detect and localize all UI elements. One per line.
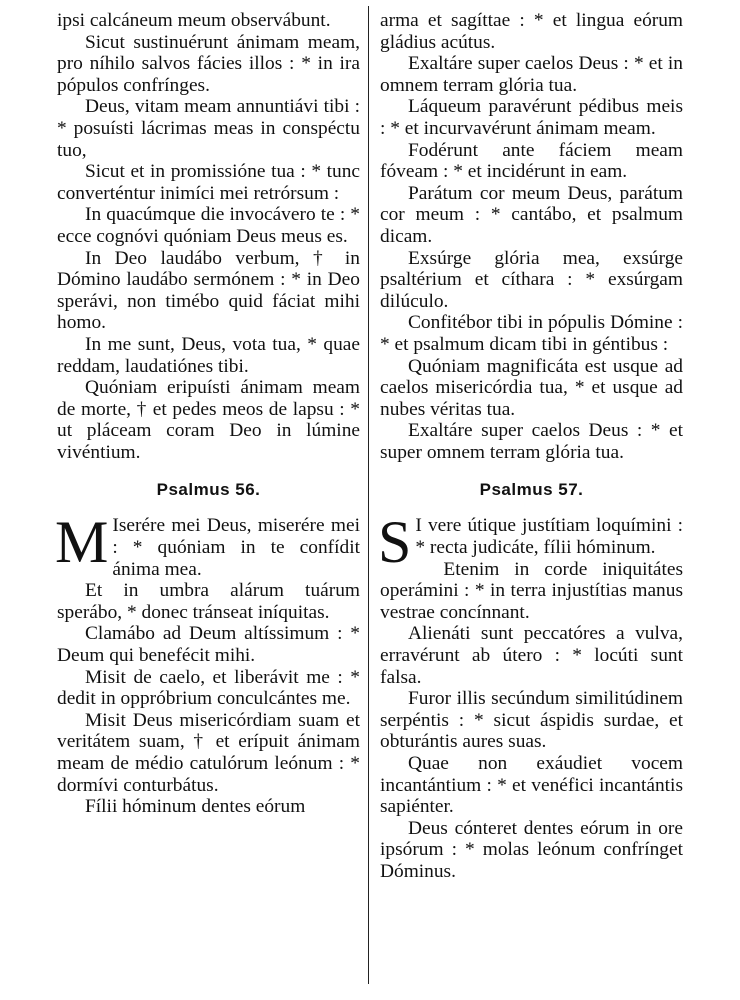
psalm-55-verses bbox=[57, 10, 360, 463]
verse: Fodérunt ante fáciem meam fóveam : * et incidérunt in eam. bbox=[380, 139, 683, 183]
first-verse-text: I vere útique justítiam loquímini : * recta judicáte, fílii hóminum. bbox=[415, 515, 683, 559]
verse: Láqueum paravérunt pédibus meis : * et incurvavérunt ánimam meam. bbox=[380, 96, 683, 139]
verse: Clamábo ad Deum altíssimum : * Deum qui benefécit mihi. bbox=[57, 623, 360, 667]
verse: Et in umbra alárum tuárum sperábo, * donec tránseat iníquitas. bbox=[57, 580, 360, 623]
verse: Confitébor tibi in pópulis Dómine : * et psalmum dicam tibi in géntibus : bbox=[380, 312, 683, 355]
verse: Quóniam magnificáta est usque ad caelos misericórdia tua, * et usque ad nubes véritas tua. bbox=[380, 355, 683, 420]
verse: Deus cónteret dentes eórum in ore ipsórum : * molas leónum confrínget Dóminus. bbox=[380, 817, 683, 882]
psalm-57-first-verse bbox=[378, 509, 683, 576]
verse: Sicut et in promissióne tua : * tunc converténtur inimíci mei retrórsum : bbox=[57, 161, 360, 204]
psalm-56-title: Psalmus 56. bbox=[156, 480, 261, 500]
verse: Furor illis secúndum similitúdinem serpéntis : * sicut áspidis surdae, et obturántis aures suas. bbox=[380, 688, 683, 753]
left-column bbox=[57, 10, 360, 818]
verse: Misit Deus misericórdiam suam et veritátem suam, † et erípuit ánimam meam de médio catulórum leónum : * dormívi conturbátus. bbox=[57, 709, 360, 796]
verse: In me sunt, Deus, vota tua, * quae reddam, laudatiónes tibi. bbox=[57, 333, 360, 377]
verse: Misit de caelo, et liberávit me : * dedit in oppróbrium conculcántes me. bbox=[57, 666, 360, 710]
verse: Sicut sustinuérunt ánimam meam, pro níhilo salvos fácies illos : * in ira pópulos confrínges. bbox=[57, 31, 360, 96]
verse: Exaltáre super caelos Deus : * et in omnem terram glória tua. bbox=[380, 53, 683, 96]
psalm-57-verses bbox=[380, 559, 683, 883]
verse: ipsi calcáneum meum observábunt. bbox=[57, 10, 331, 31]
verse: arma et sagíttae : * et lingua eórum gládius acútus. bbox=[380, 10, 683, 53]
verse: Alienáti sunt peccatóres a vulva, erravérunt ab útero : * locúti sunt falsa. bbox=[380, 623, 683, 688]
right-column bbox=[380, 10, 683, 883]
first-verse-text: Iserére mei Deus, miserére mei : * quóniam in te confídit ánima mea. bbox=[112, 515, 360, 580]
psalm-57-title: Psalmus 57. bbox=[479, 480, 584, 500]
verse: In quacúmque die invocávero te : * ecce cognóvi quóniam Deus meus es. bbox=[57, 204, 360, 247]
dropcap-initial: M bbox=[55, 509, 109, 576]
verse: Quóniam eripuísti ánimam meam de morte, † et pedes meos de lapsu : * ut pláceam coram Deo in lúmine vivéntium. bbox=[57, 377, 360, 463]
verse: Quae non exáudiet vocem incantántium : * et venéfici incantántis sapiénter. bbox=[380, 753, 683, 818]
verse: Exaltáre super caelos Deus : * et super omnem terram glória tua. bbox=[380, 420, 683, 463]
psalm-56-first-verse bbox=[55, 509, 360, 580]
psalm-56-verses bbox=[57, 580, 360, 818]
dropcap-initial: S bbox=[378, 509, 412, 576]
verse: Exsúrge glória mea, exsúrge psaltérium et cíthara : * exsúrgam dilúculo. bbox=[380, 247, 683, 312]
verse: Fílii hóminum dentes eórum bbox=[85, 796, 306, 818]
verse: Deus, vitam meam annuntiávi tibi : * posuísti lácrimas meas in conspéctu tuo, bbox=[57, 96, 360, 161]
verse: Etenim in corde iniquitátes operámini : * in terra injustítias manus vestrae concínnant. bbox=[380, 558, 683, 623]
verse: Parátum cor meum Deus, parátum cor meum : * cantábo, et psalmum dicam. bbox=[380, 182, 683, 247]
verse: In Deo laudábo verbum, † in Dómino laudábo sermónem : * in Deo sperávi, non timébo quid fáciat mihi homo. bbox=[57, 247, 360, 334]
psalm-56-verses-continued bbox=[380, 10, 683, 463]
column-divider bbox=[368, 6, 369, 984]
